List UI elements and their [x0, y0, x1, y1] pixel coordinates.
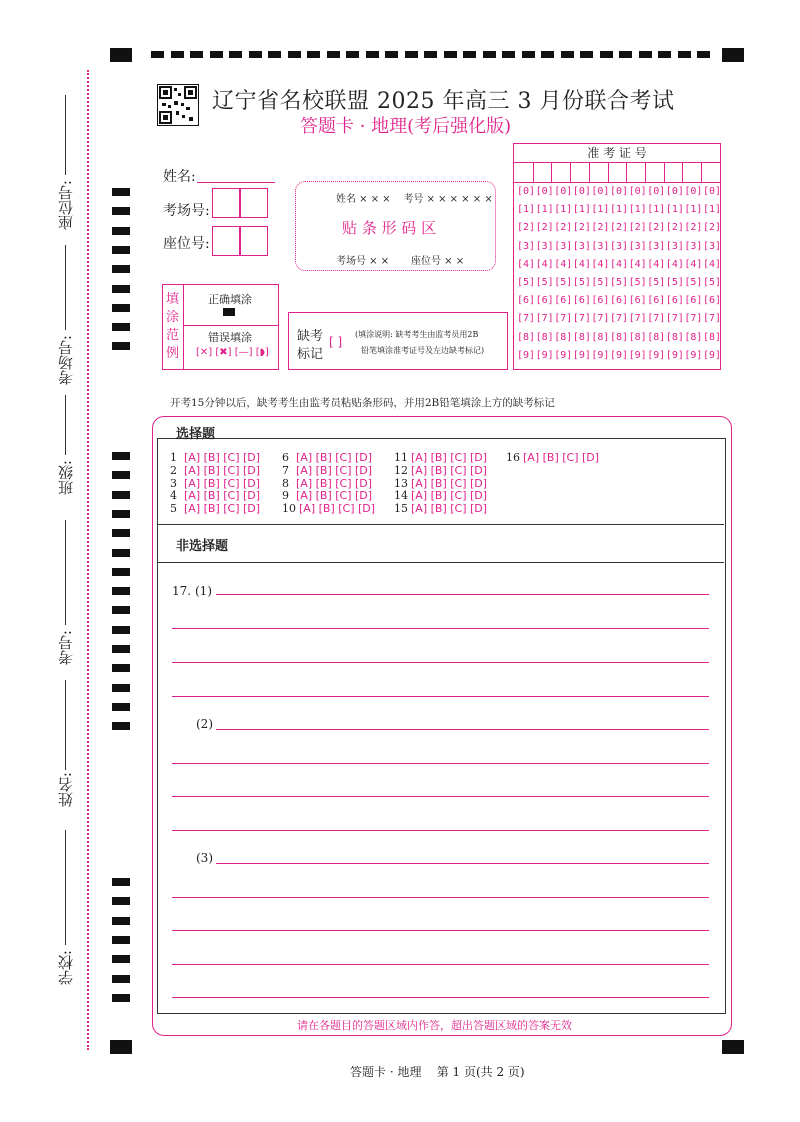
- ticket-write-cell-divider: [645, 162, 646, 182]
- ticket-digit-bubble[interactable]: [1]: [554, 204, 573, 216]
- ticket-digit-bubble[interactable]: [5]: [628, 277, 647, 288]
- ticket-digit-bubble[interactable]: [8]: [684, 331, 703, 343]
- choice-options[interactable]: [A] [B] [C] [D]: [411, 489, 488, 503]
- exam-no-line: [65, 245, 66, 330]
- answer-line[interactable]: [216, 863, 709, 864]
- name-label: 姓名:: [163, 169, 196, 185]
- ticket-digit-bubble[interactable]: [3]: [703, 240, 722, 252]
- choice-options[interactable]: [A] [B] [C] [D]: [411, 463, 488, 477]
- ticket-digit-bubble[interactable]: [5]: [591, 277, 610, 288]
- choice-options[interactable]: [A] [B] [C] [D]: [411, 502, 488, 516]
- ticket-digit-bubble[interactable]: [5]: [647, 277, 666, 288]
- room-box-1[interactable]: [212, 188, 240, 218]
- side-seat-label: 座位号:: [57, 180, 75, 231]
- timing-mark: [112, 975, 130, 983]
- answer-line[interactable]: [216, 594, 709, 595]
- timing-dash: [385, 51, 398, 58]
- choice-options[interactable]: [A] [B] [C] [D]: [296, 489, 373, 503]
- answer-line[interactable]: [172, 930, 709, 931]
- ticket-digit-bubble[interactable]: [5]: [665, 277, 684, 288]
- ticket-digit-bubble[interactable]: [5]: [684, 277, 703, 288]
- choice-question-number: 2: [170, 463, 177, 477]
- class-line: [65, 395, 66, 455]
- ticket-digit-bubble[interactable]: [2]: [684, 222, 703, 234]
- choice-options[interactable]: [A] [B] [C] [D]: [296, 451, 373, 464]
- choice-options[interactable]: [A] [B] [C] [D]: [523, 451, 600, 464]
- ticket-digit-bubble[interactable]: [0]: [665, 186, 684, 197]
- ticket-digit-bubble[interactable]: [6]: [572, 295, 591, 307]
- fill-divider-h: [183, 325, 278, 326]
- timing-dash: [522, 51, 535, 58]
- timing-dash: [327, 51, 340, 58]
- ticket-digit-bubble[interactable]: [3]: [665, 240, 684, 252]
- timing-mark: [112, 703, 130, 711]
- ticket-digit-bubble[interactable]: [4]: [703, 258, 722, 270]
- answer-line[interactable]: [172, 997, 709, 998]
- timing-mark: [112, 994, 130, 1002]
- fill-example-label: 填涂范例: [166, 292, 180, 361]
- ticket-digit-bubble[interactable]: [6]: [610, 295, 629, 307]
- ticket-digit-bubble[interactable]: [0]: [628, 186, 647, 197]
- timing-mark: [112, 188, 130, 196]
- ticket-digit-bubble[interactable]: [3]: [591, 240, 610, 252]
- ticket-digit-bubble[interactable]: [9]: [517, 349, 536, 361]
- ticket-digit-bubble[interactable]: [0]: [610, 186, 629, 197]
- ticket-digit-bubble[interactable]: [0]: [554, 186, 573, 197]
- ticket-digit-bubble[interactable]: [0]: [517, 186, 536, 197]
- ticket-digit-bubble[interactable]: [9]: [535, 349, 554, 361]
- ticket-digit-bubble[interactable]: [6]: [517, 295, 536, 307]
- timing-mark: [112, 246, 130, 254]
- ticket-digit-bubble[interactable]: [4]: [517, 258, 536, 270]
- side-student-no-label: 考号:: [57, 630, 75, 666]
- timing-mark: [112, 917, 130, 925]
- barcode-top-text: 姓名 × × × 考号 × × × × × ×: [336, 194, 493, 205]
- ticket-digit-bubble[interactable]: [4]: [610, 258, 629, 270]
- timing-dash: [483, 51, 496, 58]
- timing-dash: [639, 51, 652, 58]
- choice-question-number: 12: [394, 463, 408, 477]
- ticket-digit-bubble[interactable]: [6]: [684, 295, 703, 307]
- timing-dash: [346, 51, 359, 58]
- seat-box-2[interactable]: [240, 226, 268, 256]
- choice-options[interactable]: [A] [B] [C] [D]: [184, 502, 261, 516]
- nonchoice-title: 非选择题: [176, 539, 229, 554]
- choice-question-number: 6: [282, 451, 289, 464]
- answer-line[interactable]: [172, 796, 709, 797]
- wrong-fill-marks: [✕] [✖] [—] [◗]: [196, 347, 269, 358]
- corner-mark-top-left: [110, 48, 132, 62]
- ticket-digit-bubble[interactable]: [8]: [591, 331, 610, 343]
- student-no-line: [65, 520, 66, 625]
- ticket-write-cell-divider: [664, 162, 665, 182]
- seat-box-1[interactable]: [212, 226, 240, 256]
- ticket-digit-bubble[interactable]: [8]: [703, 331, 722, 343]
- choice-question-number: 9: [282, 489, 289, 503]
- timing-mark: [112, 342, 130, 350]
- ticket-digit-bubble[interactable]: [9]: [684, 349, 703, 361]
- timing-dash: [541, 51, 554, 58]
- ticket-digit-bubble[interactable]: [5]: [535, 277, 554, 288]
- ticket-digit-bubble[interactable]: [5]: [610, 277, 629, 288]
- ticket-digit-bubble[interactable]: [4]: [591, 258, 610, 270]
- answer-line[interactable]: [172, 662, 709, 663]
- choice-question-number: 7: [282, 463, 289, 477]
- ticket-digit-bubble[interactable]: [0]: [647, 186, 666, 197]
- ticket-digit-bubble[interactable]: [3]: [572, 240, 591, 252]
- timing-dash: [405, 51, 418, 58]
- ticket-digit-bubble[interactable]: [2]: [572, 222, 591, 234]
- ticket-digit-bubble[interactable]: [2]: [554, 222, 573, 234]
- timing-mark: [112, 645, 130, 653]
- absent-label-1: 缺考: [297, 329, 324, 344]
- timing-mark: [112, 587, 130, 595]
- ticket-write-row: [514, 162, 720, 183]
- timing-dash: [307, 51, 320, 58]
- ticket-digit-bubble[interactable]: [7]: [591, 313, 610, 325]
- ticket-digit-bubble[interactable]: [1]: [610, 204, 629, 216]
- ticket-digit-bubble[interactable]: [3]: [647, 240, 666, 252]
- choice-question-number: 16: [506, 451, 520, 464]
- corner-mark-bottom-left: [110, 1040, 132, 1054]
- ticket-digit-bubble[interactable]: [1]: [703, 204, 722, 216]
- ticket-digit-bubble[interactable]: [8]: [535, 331, 554, 343]
- page-footer: 答题卡 · 地理 第 1 页(共 2 页): [350, 1065, 525, 1079]
- timing-dash: [561, 51, 574, 58]
- absent-note-2: 铅笔填涂准考证号及左边缺考标记): [361, 346, 485, 355]
- ticket-digit-bubble[interactable]: [1]: [628, 204, 647, 216]
- ticket-number-panel: [513, 143, 721, 370]
- seat-label: 座位号:: [163, 236, 210, 252]
- ticket-digit-bubble[interactable]: [6]: [535, 295, 554, 307]
- ticket-digit-bubble[interactable]: [5]: [703, 277, 722, 288]
- ticket-digit-bubble[interactable]: [1]: [517, 204, 536, 216]
- ticket-digit-bubble[interactable]: [7]: [517, 313, 536, 325]
- ticket-digit-bubble[interactable]: [2]: [517, 222, 536, 234]
- answer-line[interactable]: [216, 729, 709, 730]
- side-school-label: 学校:: [57, 950, 75, 986]
- barcode-area: [295, 181, 496, 271]
- choice-options[interactable]: [A] [B] [C] [D]: [184, 451, 261, 464]
- ticket-digit-bubble[interactable]: [1]: [684, 204, 703, 216]
- ticket-digit-bubble[interactable]: [9]: [665, 349, 684, 361]
- choice-question-number: 10: [282, 502, 296, 516]
- page-subtitle: 答题卡 · 地理(考后强化版): [300, 116, 512, 137]
- ticket-digit-bubble[interactable]: [0]: [535, 186, 554, 197]
- ticket-digit-bubble[interactable]: [2]: [591, 222, 610, 234]
- ticket-digit-bubble[interactable]: [6]: [703, 295, 722, 307]
- ticket-digit-bubble[interactable]: [7]: [610, 313, 629, 325]
- timing-dash: [190, 51, 203, 58]
- ticket-write-cell-divider: [682, 162, 683, 182]
- ticket-write-cell-divider: [551, 162, 552, 182]
- ticket-digit-bubble[interactable]: [7]: [647, 313, 666, 325]
- timing-mark: [112, 722, 130, 730]
- section-divider-2: [157, 562, 724, 563]
- fill-example-box: [162, 284, 279, 370]
- ticket-digit-bubble[interactable]: [7]: [703, 313, 722, 325]
- q17-part-2: (2): [196, 717, 213, 731]
- choice-question-number: 15: [394, 502, 408, 516]
- ticket-digit-bubble[interactable]: [7]: [628, 313, 647, 325]
- choice-options[interactable]: [A] [B] [C] [D]: [184, 489, 261, 503]
- timing-dash: [580, 51, 593, 58]
- absent-label-2: 标记: [297, 347, 324, 362]
- choice-options[interactable]: [A] [B] [C] [D]: [299, 502, 376, 516]
- ticket-digit-bubble[interactable]: [9]: [628, 349, 647, 361]
- binding-line: [87, 70, 89, 1050]
- timing-mark: [112, 529, 130, 537]
- ticket-digit-bubble[interactable]: [4]: [665, 258, 684, 270]
- timing-dash: [697, 51, 710, 58]
- timing-dash: [502, 51, 515, 58]
- answer-line[interactable]: [172, 696, 709, 697]
- timing-mark: [112, 606, 130, 614]
- timing-dash: [600, 51, 613, 58]
- ticket-digit-bubble[interactable]: [3]: [610, 240, 629, 252]
- ticket-digit-bubble[interactable]: [2]: [647, 222, 666, 234]
- ticket-digit-bubble[interactable]: [8]: [665, 331, 684, 343]
- ticket-digit-bubble[interactable]: [7]: [572, 313, 591, 325]
- ticket-digit-bubble[interactable]: [5]: [554, 277, 573, 288]
- ticket-digit-bubble[interactable]: [0]: [703, 186, 722, 197]
- ticket-digit-bubble[interactable]: [0]: [684, 186, 703, 197]
- ticket-write-cell-divider: [701, 162, 702, 182]
- seat-line: [65, 95, 66, 175]
- timing-mark: [112, 491, 130, 499]
- ticket-digit-bubble[interactable]: [6]: [628, 295, 647, 307]
- timing-mark: [112, 664, 130, 672]
- ticket-digit-bubble[interactable]: [8]: [554, 331, 573, 343]
- ticket-digit-bubble[interactable]: [4]: [684, 258, 703, 270]
- timing-dash: [229, 51, 242, 58]
- notice-text: 开考15分钟以后，缺考考生由监考员粘贴条形码，并用2B铅笔填涂上方的缺考标记: [170, 397, 555, 409]
- choice-question-number: 14: [394, 489, 408, 503]
- q17-number: 17.: [172, 584, 192, 598]
- choice-question-number: 1: [170, 451, 177, 464]
- ticket-digit-bubble[interactable]: [9]: [554, 349, 573, 361]
- ticket-digit-bubble[interactable]: [3]: [684, 240, 703, 252]
- ticket-digit-bubble[interactable]: [1]: [591, 204, 610, 216]
- ticket-digit-bubble[interactable]: [4]: [628, 258, 647, 270]
- page-title: 辽宁省名校联盟 2025 年高三 3 月份联合考试: [212, 89, 675, 114]
- choice-options[interactable]: [A] [B] [C] [D]: [184, 476, 261, 490]
- choice-options[interactable]: [A] [B] [C] [D]: [296, 476, 373, 490]
- ticket-digit-bubble[interactable]: [3]: [554, 240, 573, 252]
- ticket-digit-bubble[interactable]: [8]: [517, 331, 536, 343]
- answer-line[interactable]: [172, 964, 709, 965]
- timing-mark: [112, 626, 130, 634]
- section-divider-1: [157, 524, 724, 525]
- room-box-2[interactable]: [240, 188, 268, 218]
- choice-question-number: 13: [394, 476, 408, 490]
- correct-fill-mark: [223, 308, 235, 316]
- choice-question-number: 4: [170, 489, 177, 503]
- answer-line[interactable]: [172, 763, 709, 764]
- school-line: [65, 830, 66, 945]
- ticket-digit-bubble[interactable]: [3]: [628, 240, 647, 252]
- ticket-write-cell-divider: [589, 162, 590, 182]
- ticket-write-cell-divider: [608, 162, 609, 182]
- timing-mark: [112, 510, 130, 518]
- ticket-digit-bubble[interactable]: [8]: [610, 331, 629, 343]
- choice-question-number: 11: [394, 451, 408, 464]
- choice-title: 选择题: [176, 427, 216, 442]
- ticket-digit-bubble[interactable]: [9]: [572, 349, 591, 361]
- correct-fill-label: 正确填涂: [208, 293, 252, 306]
- name-input-line[interactable]: [197, 182, 275, 183]
- timing-dash: [658, 51, 671, 58]
- ticket-digit-bubble[interactable]: [5]: [517, 277, 536, 288]
- timing-mark: [112, 285, 130, 293]
- side-exam-room-label: 考场号:: [57, 335, 75, 386]
- timing-mark: [112, 265, 130, 273]
- timing-mark: [112, 955, 130, 963]
- ticket-digit-bubble[interactable]: [4]: [572, 258, 591, 270]
- barcode-label: 贴 条 形 码 区: [342, 219, 437, 237]
- ticket-digit-bubble[interactable]: [2]: [703, 222, 722, 234]
- timing-mark: [112, 568, 130, 576]
- room-label: 考场号:: [163, 203, 210, 219]
- timing-mark: [112, 452, 130, 460]
- timing-mark: [112, 897, 130, 905]
- timing-mark: [112, 304, 130, 312]
- timing-dash: [288, 51, 301, 58]
- corner-mark-top-right: [722, 48, 744, 62]
- ticket-digit-bubble[interactable]: [8]: [647, 331, 666, 343]
- q17-part-3: (3): [196, 851, 213, 865]
- choice-question-number: 5: [170, 502, 177, 516]
- ticket-digit-bubble[interactable]: [6]: [647, 295, 666, 307]
- barcode-seat: 座位号 × ×: [411, 256, 465, 267]
- side-name-label: 姓名:: [57, 772, 75, 808]
- name-line: [65, 680, 66, 770]
- ticket-digit-bubble[interactable]: [9]: [647, 349, 666, 361]
- ticket-digit-bubble[interactable]: [6]: [554, 295, 573, 307]
- ticket-digit-bubble[interactable]: [7]: [684, 313, 703, 325]
- ticket-digit-bubble[interactable]: [7]: [535, 313, 554, 325]
- ticket-digit-bubble[interactable]: [1]: [647, 204, 666, 216]
- timing-mark: [112, 684, 130, 692]
- choice-options[interactable]: [A] [B] [C] [D]: [411, 451, 488, 464]
- answer-line[interactable]: [172, 830, 709, 831]
- side-class-label: 班级:: [57, 460, 75, 496]
- timing-mark: [112, 323, 130, 331]
- ticket-write-cell-divider: [570, 162, 571, 182]
- ticket-digit-bubble[interactable]: [8]: [628, 331, 647, 343]
- ticket-digit-bubble[interactable]: [7]: [665, 313, 684, 325]
- ticket-title: 准 考 证 号: [514, 144, 720, 163]
- q17-part-1: (1): [195, 584, 212, 598]
- ticket-digit-bubble[interactable]: [8]: [572, 331, 591, 343]
- choice-options[interactable]: [A] [B] [C] [D]: [296, 463, 373, 477]
- ticket-digit-bubble[interactable]: [4]: [535, 258, 554, 270]
- ticket-write-cell-divider: [626, 162, 627, 182]
- footer-warning: 请在各题目的答题区域内作答，超出答题区域的答案无效: [297, 1019, 572, 1032]
- timing-mark: [112, 549, 130, 557]
- timing-dash: [171, 51, 184, 58]
- corner-mark-bottom-right: [722, 1040, 744, 1054]
- choice-question-number: 8: [282, 476, 289, 490]
- choice-options[interactable]: [A] [B] [C] [D]: [411, 476, 488, 490]
- timing-mark: [112, 878, 130, 886]
- qr-code: [157, 84, 199, 126]
- choice-options[interactable]: [A] [B] [C] [D]: [184, 463, 261, 477]
- ticket-digit-bubble[interactable]: [9]: [703, 349, 722, 361]
- timing-dash: [210, 51, 223, 58]
- answer-line[interactable]: [172, 897, 709, 898]
- absent-bracket[interactable]: [ ]: [329, 335, 343, 349]
- ticket-digit-bubble[interactable]: [4]: [647, 258, 666, 270]
- absent-box: [288, 312, 508, 370]
- timing-dash: [619, 51, 632, 58]
- barcode-room: 考场号 × ×: [336, 256, 390, 267]
- ticket-digit-bubble[interactable]: [7]: [554, 313, 573, 325]
- wrong-fill-label: 错误填涂: [208, 331, 252, 344]
- timing-dash: [463, 51, 476, 58]
- timing-mark: [112, 227, 130, 235]
- ticket-digit-bubble[interactable]: [5]: [572, 277, 591, 288]
- timing-dash: [151, 51, 164, 58]
- answer-line[interactable]: [172, 628, 709, 629]
- timing-dash: [678, 51, 691, 58]
- timing-dash: [249, 51, 262, 58]
- timing-mark: [112, 207, 130, 215]
- ticket-digit-bubble[interactable]: [6]: [591, 295, 610, 307]
- ticket-digit-bubble[interactable]: [1]: [535, 204, 554, 216]
- fill-divider-v: [183, 285, 184, 369]
- timing-mark: [112, 471, 130, 479]
- ticket-digit-bubble[interactable]: [2]: [535, 222, 554, 234]
- ticket-digit-bubble[interactable]: [9]: [591, 349, 610, 361]
- timing-dash: [424, 51, 437, 58]
- timing-mark: [112, 936, 130, 944]
- choice-question-number: 3: [170, 476, 177, 490]
- ticket-digit-bubble[interactable]: [3]: [535, 240, 554, 252]
- ticket-digit-bubble[interactable]: [0]: [572, 186, 591, 197]
- absent-note-1: (填涂说明: 缺考考生由监考员用2B: [355, 330, 479, 339]
- timing-dash: [444, 51, 457, 58]
- ticket-digit-bubble[interactable]: [6]: [665, 295, 684, 307]
- ticket-digit-bubble[interactable]: [4]: [554, 258, 573, 270]
- timing-dash: [268, 51, 281, 58]
- ticket-digit-bubble[interactable]: [0]: [591, 186, 610, 197]
- timing-dash: [366, 51, 379, 58]
- ticket-digit-bubble[interactable]: [3]: [517, 240, 536, 252]
- ticket-digit-bubble[interactable]: [9]: [610, 349, 629, 361]
- ticket-digit-bubble[interactable]: [2]: [628, 222, 647, 234]
- ticket-digit-bubble[interactable]: [2]: [610, 222, 629, 234]
- ticket-write-cell-divider: [533, 162, 534, 182]
- ticket-digit-bubble[interactable]: [1]: [665, 204, 684, 216]
- ticket-digit-bubble[interactable]: [1]: [572, 204, 591, 216]
- ticket-digit-bubble[interactable]: [2]: [665, 222, 684, 234]
